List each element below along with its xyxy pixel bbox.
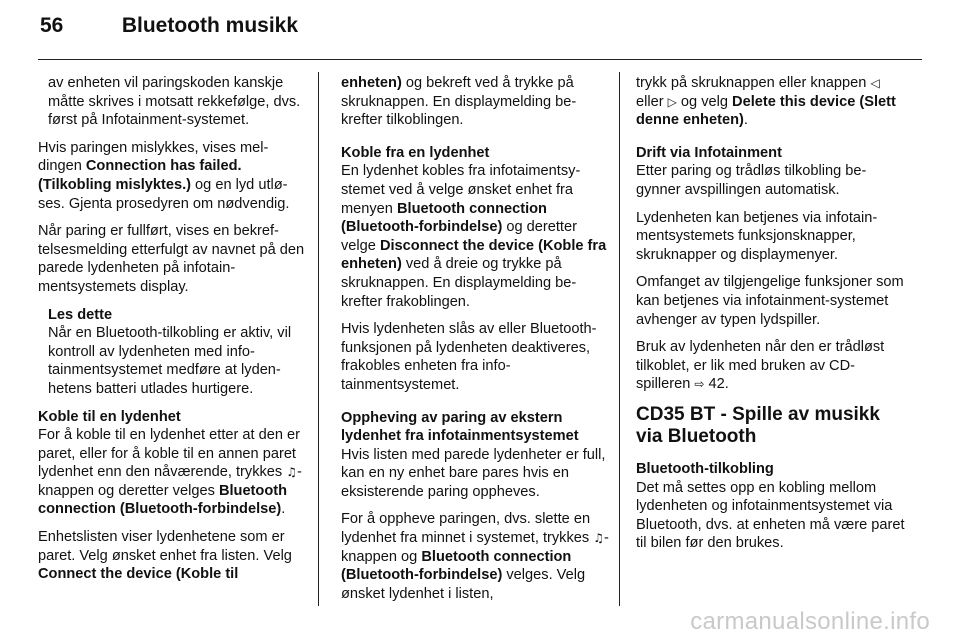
paragraph [38, 139, 306, 213]
menu-term: Bluetooth connection (Bluetooth-forbindelse) [341, 548, 572, 584]
text: -knappen og deretter velges [38, 464, 302, 499]
note-heading: Les dette [48, 306, 113, 323]
section-heading: Koble fra en lydenhet [341, 144, 490, 161]
text: 42. [704, 376, 729, 393]
text: Enhetslisten viser lydenhetene som er paret. Velg ønsket enhet fra listen. Velg [38, 529, 292, 564]
page-header [40, 14, 298, 38]
paragraph: Hvis lydenheten slås av eller Bluetooth-funksjonen på lydenheten deaktiveres, frakobles enheten fra infotainmentsystemet. [341, 321, 597, 393]
paragraph: Det må settes opp en kobling mellom lydenheten og infotainmentsystemet via Bluetooth, dvs. at enheten må være paret til bilen før den brukes. [636, 479, 905, 552]
text: -knappen og [341, 530, 609, 565]
menu-term: Disconnect the device (Koble fra enheten) [341, 237, 607, 273]
paragraph [636, 74, 906, 130]
paragraph [341, 74, 609, 130]
section-heading: Bluetooth-tilkobling [636, 460, 774, 477]
text: For å oppheve paringen, dvs. slette en lydenhet fra minnet i systemet, trykkes [341, 511, 594, 547]
paragraph: Omfanget av tilgjengelige funksjoner som kan betjenes via infotainment-systemet avhenger av typen lydspiller. [636, 274, 904, 328]
right-triangle-icon: ▷ [667, 94, 677, 109]
menu-term: Connect the device (Koble til [38, 566, 239, 583]
column-divider [619, 72, 620, 606]
paragraph [341, 510, 609, 603]
page-reference-icon: ⇨ [694, 377, 705, 392]
text: og velg [676, 93, 733, 110]
section-heading: Koble til en lydenhet [38, 408, 181, 425]
text: Bruk av lydenheten når den er trådløst tilkoblet, er lik med bruken av CD-spilleren [636, 339, 885, 393]
page-number: 56 [40, 14, 64, 37]
menu-term: Bluetooth connection (Bluetooth-forbindelse) [341, 200, 547, 236]
text: trykk på skruknappen eller knappen [636, 75, 871, 91]
text: Hvis paringen mislykkes, vises meldingen [38, 139, 269, 175]
text: og deretter velge [341, 219, 577, 254]
text: . [743, 112, 748, 129]
paragraph: Når paring er fullført, vises en bekreftelsesmelding etterfulgt av navnet på den parede lydenheten på infotainmentsystemets display. [38, 223, 305, 295]
text: eller [636, 93, 668, 110]
paragraph: av enheten vil paringskoden kanskje måtte skrives i motsatt rekkefølge, dvs. først på Infotainment-systemet. [48, 75, 301, 129]
note-text: Når en Bluetooth-tilkobling er aktiv, vil kontroll av lydenheten med infotainmentsystemet medføre at lydenhetens batteri utlades hurtigere. [48, 325, 292, 397]
paragraph [636, 338, 906, 394]
text: og bekreft ved å trykke på skruknappen. En displaymelding bekrefter tilkoblingen. [341, 75, 577, 129]
chapter-heading: CD35 BT - Spille av musikk via Bluetooth [636, 403, 880, 447]
section-heading: Oppheving av paring av ekstern lydenhet fra infotainmentsystemet [341, 409, 579, 445]
column-divider [318, 72, 319, 606]
watermark: carmanualsonline.info [690, 608, 930, 635]
text: . [281, 501, 286, 518]
paragraph: Hvis listen med parede lydenheter er full, kan en ny enhet bare pares hvis en eksisterende paring oppheves. [341, 446, 606, 500]
paragraph [38, 426, 306, 519]
music-note-button-icon: ♫ [593, 531, 605, 546]
paragraph [38, 528, 306, 584]
music-note-button-icon: ♫ [286, 465, 298, 480]
paragraph [341, 162, 609, 311]
text: og en lyd utløses. Gjenta prosedyren om nødvendig. [38, 176, 290, 212]
text: For å koble til en lydenhet etter at den er paret, eller for å koble til en annen paret lydenhet enn den nåværende, trykkes [38, 427, 301, 481]
menu-term: enheten) [341, 75, 402, 91]
note-box [48, 306, 306, 399]
text: velges. Velg ønsket lydenhet i listen, [341, 567, 586, 602]
left-triangle-icon: ◁ [870, 76, 880, 90]
menu-term: Bluetooth connection (Bluetooth-forbindelse) [38, 482, 288, 518]
menu-term: Connection has failed. (Tilkobling mislyktes.) [38, 158, 242, 193]
page-title: Bluetooth musikk [121, 14, 299, 37]
paragraph: Lydenheten kan betjenes via infotainmentsystemets funksjonsknapper, skruknapper og displaymenyer. [636, 209, 878, 263]
column-2 [341, 74, 609, 612]
section-heading: Drift via Infotainment [636, 144, 782, 161]
header-rule [38, 59, 922, 60]
paragraph: Etter paring og trådløs tilkobling begynner avspillingen automatisk. [636, 163, 867, 198]
text: ved å dreie og trykke på skruknappen. En displaymelding bekrefter frakoblingen. [341, 256, 577, 310]
column-1 [38, 74, 306, 593]
column-3 [636, 74, 906, 562]
text: En lydenhet kobles fra infotaimentsystemet ved å velge ønsket enhet fra menyen [341, 163, 581, 217]
menu-term: Delete this device (Slett denne enheten) [636, 93, 896, 129]
